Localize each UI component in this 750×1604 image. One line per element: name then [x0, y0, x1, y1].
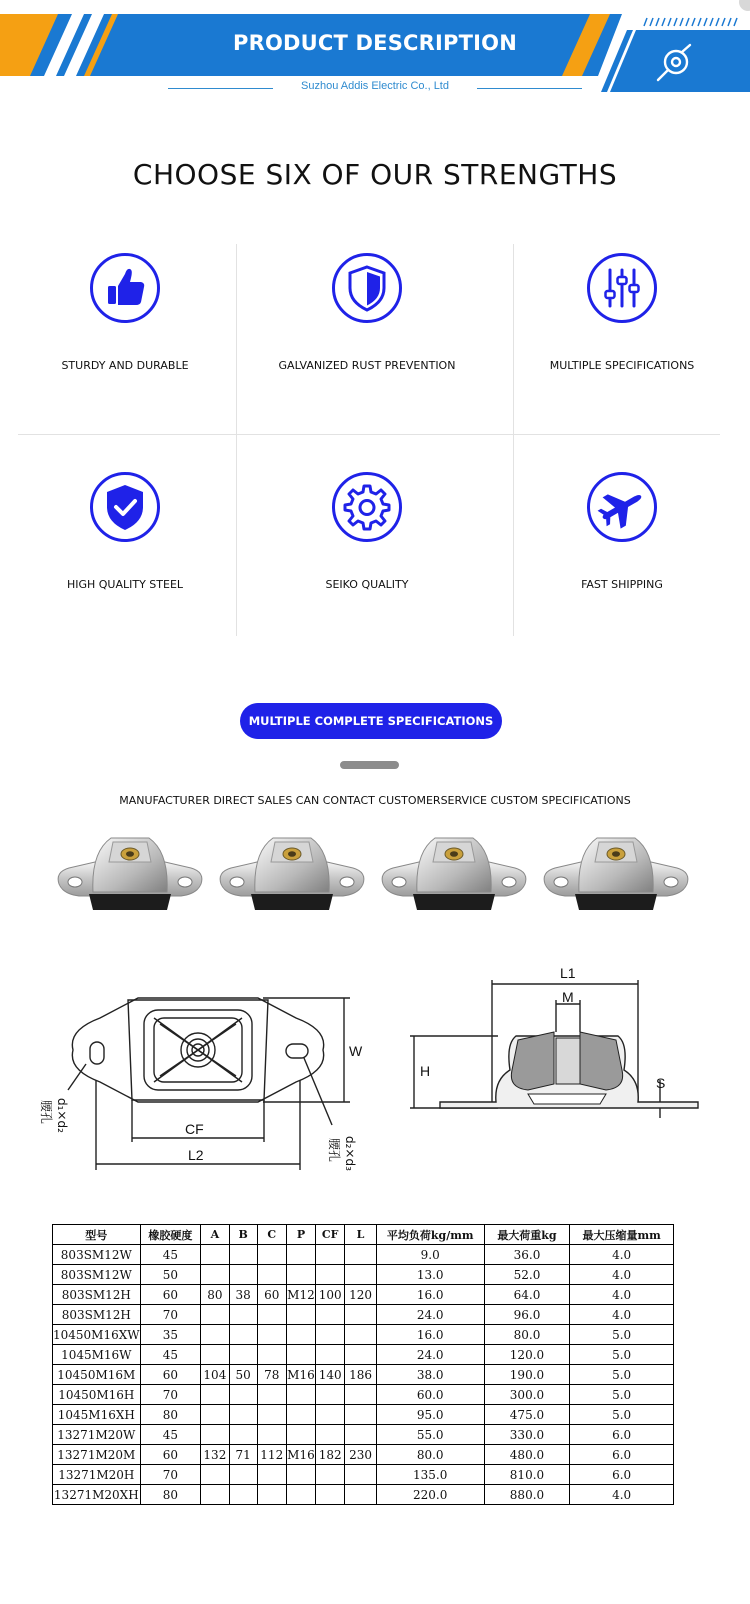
table-cell [201, 1385, 230, 1405]
column-header: 最大荷重kg [484, 1225, 570, 1245]
dimension-label-s: S [656, 1075, 666, 1091]
column-header: CF [315, 1225, 344, 1245]
table-cell: 55.0 [376, 1425, 484, 1445]
feature-label: STURDY AND DURABLE [61, 359, 189, 372]
section-divider [340, 761, 399, 769]
table-cell [229, 1305, 257, 1325]
table-cell: 95.0 [376, 1405, 484, 1425]
tools-icon [652, 40, 696, 84]
table-cell [315, 1245, 344, 1265]
table-cell [286, 1405, 315, 1425]
table-cell: 60 [140, 1285, 201, 1305]
table-cell: 803SM12W [53, 1265, 141, 1285]
table-cell: 5.0 [570, 1385, 674, 1405]
banner-graphic [0, 0, 750, 110]
table-cell: 36.0 [484, 1245, 570, 1265]
specification-table [52, 1224, 674, 1505]
table-cell: 480.0 [484, 1445, 570, 1465]
table-cell: 38.0 [376, 1365, 484, 1385]
table-cell [257, 1385, 286, 1405]
table-cell: 24.0 [376, 1305, 484, 1325]
shield-icon [331, 252, 403, 324]
column-header: L [345, 1225, 376, 1245]
tagline: MANUFACTURER DIRECT SALES CAN CONTACT CUSTOMERSERVICE CUSTOM SPECIFICATIONS [119, 794, 631, 807]
table-cell [201, 1305, 230, 1325]
header-banner [0, 0, 750, 110]
table-cell: M12 [286, 1285, 315, 1305]
table-cell: 9.0 [376, 1245, 484, 1265]
table-cell: 4.0 [570, 1305, 674, 1325]
table-cell: 45 [140, 1345, 201, 1365]
column-header: 平均负荷kg/mm [376, 1225, 484, 1245]
product-images [55, 828, 695, 920]
table-cell [345, 1325, 376, 1345]
table-cell: 45 [140, 1245, 201, 1265]
column-header: 型号 [53, 1225, 141, 1245]
table-cell: 35 [140, 1325, 201, 1345]
hole-type-right: 腰孔 [327, 1138, 341, 1163]
table-cell [201, 1465, 230, 1485]
hole-label-left: d₁×d₂ [55, 1098, 69, 1133]
shield-check-icon [89, 471, 161, 543]
column-header: C [257, 1225, 286, 1245]
table-cell [345, 1405, 376, 1425]
table-cell [286, 1245, 315, 1265]
table-cell [257, 1265, 286, 1285]
table-cell [257, 1425, 286, 1445]
table-cell [229, 1245, 257, 1265]
table-cell [257, 1485, 286, 1505]
table-cell [286, 1385, 315, 1405]
table-cell: 60 [140, 1365, 201, 1385]
table-cell: 6.0 [570, 1465, 674, 1485]
table-cell: 10450M16XW [53, 1325, 141, 1345]
table-cell: 803SM12W [53, 1245, 141, 1265]
table-cell [345, 1385, 376, 1405]
product-image [220, 838, 364, 910]
table-cell [257, 1325, 286, 1345]
table-cell [286, 1305, 315, 1325]
table-cell [345, 1245, 376, 1265]
table-cell: 100 [315, 1285, 344, 1305]
table-cell: 70 [140, 1385, 201, 1405]
grid-divider [18, 434, 720, 435]
table-cell [345, 1345, 376, 1365]
feature-label: HIGH QUALITY STEEL [66, 578, 184, 591]
table-row [53, 1465, 674, 1485]
table-cell: 5.0 [570, 1405, 674, 1425]
table-cell [257, 1245, 286, 1265]
table-cell: 1045M16W [53, 1345, 141, 1365]
hole-type-left: 腰孔 [39, 1100, 53, 1125]
table-row [53, 1265, 674, 1285]
table-cell: 16.0 [376, 1285, 484, 1305]
table-cell: 120 [345, 1285, 376, 1305]
table-cell: 4.0 [570, 1485, 674, 1505]
table-cell: 4.0 [570, 1245, 674, 1265]
table-cell: 810.0 [484, 1465, 570, 1485]
table-cell [286, 1425, 315, 1445]
product-image [382, 838, 526, 910]
table-cell: 803SM12H [53, 1305, 141, 1325]
table-cell: 182 [315, 1445, 344, 1465]
feature-sturdy [5, 252, 245, 372]
feature-seiko-quality [247, 471, 487, 591]
table-cell [315, 1485, 344, 1505]
airplane-icon [586, 471, 658, 543]
feature-multiple-specs [502, 252, 742, 372]
table-cell: 13.0 [376, 1265, 484, 1285]
table-cell: 6.0 [570, 1425, 674, 1445]
column-header: 最大压缩量mm [570, 1225, 674, 1245]
table-cell: 140 [315, 1365, 344, 1385]
sliders-icon [586, 252, 658, 324]
table-cell: 132 [201, 1445, 230, 1465]
table-cell [201, 1425, 230, 1445]
table-cell [345, 1485, 376, 1505]
product-image [58, 838, 202, 910]
table-cell: 13271M20M [53, 1445, 141, 1465]
table-cell: 10450M16H [53, 1385, 141, 1405]
table-cell: 5.0 [570, 1325, 674, 1345]
table-cell: M16 [286, 1365, 315, 1385]
column-header: B [229, 1225, 257, 1245]
table-row [53, 1305, 674, 1325]
table-cell: 60.0 [376, 1385, 484, 1405]
table-cell: 803SM12H [53, 1285, 141, 1305]
table-row [53, 1325, 674, 1345]
table-cell [229, 1345, 257, 1365]
column-header: 橡胶硬度 [140, 1225, 201, 1245]
table-cell [201, 1265, 230, 1285]
banner-divider-right [477, 88, 582, 89]
table-cell [315, 1345, 344, 1365]
dimension-label-h: H [420, 1063, 431, 1079]
table-cell: 71 [229, 1445, 257, 1465]
dimension-label-l1: L1 [560, 965, 576, 981]
hole-label-right: d₂×d₃ [343, 1136, 357, 1171]
table-cell [286, 1325, 315, 1345]
feature-fast-shipping [502, 471, 742, 591]
table-cell [257, 1305, 286, 1325]
table-cell [315, 1465, 344, 1485]
table-cell [345, 1425, 376, 1445]
table-cell: 45 [140, 1425, 201, 1445]
table-row [53, 1405, 674, 1425]
table-cell: 880.0 [484, 1485, 570, 1505]
table-cell: 475.0 [484, 1405, 570, 1425]
table-cell: 52.0 [484, 1265, 570, 1285]
table-cell: 70 [140, 1465, 201, 1485]
table-cell: 38 [229, 1285, 257, 1305]
table-cell [315, 1425, 344, 1445]
dimension-label-m: M [562, 989, 574, 1005]
multiple-specifications-button[interactable]: MULTIPLE COMPLETE SPECIFICATIONS [240, 703, 502, 739]
feature-label: SEIKO QUALITY [325, 578, 409, 591]
table-cell [201, 1245, 230, 1265]
table-cell: 13271M20XH [53, 1485, 141, 1505]
table-cell [229, 1265, 257, 1285]
table-cell [286, 1345, 315, 1365]
table-cell: 135.0 [376, 1465, 484, 1485]
table-cell: 60 [140, 1445, 201, 1465]
table-cell: 112 [257, 1445, 286, 1465]
table-cell [229, 1325, 257, 1345]
table-cell: 300.0 [484, 1385, 570, 1405]
table-cell [286, 1465, 315, 1485]
table-row [53, 1345, 674, 1365]
table-cell [315, 1265, 344, 1285]
table-cell [201, 1485, 230, 1505]
table-cell: 78 [257, 1365, 286, 1385]
table-row [53, 1485, 674, 1505]
feature-label: FAST SHIPPING [581, 578, 663, 591]
table-cell [257, 1405, 286, 1425]
table-cell [315, 1385, 344, 1405]
table-cell [257, 1465, 286, 1485]
table-cell: 190.0 [484, 1365, 570, 1385]
feature-galvanized [247, 252, 487, 372]
table-cell: 80 [140, 1485, 201, 1505]
table-cell [201, 1405, 230, 1425]
table-cell [315, 1405, 344, 1425]
table-cell: 4.0 [570, 1265, 674, 1285]
table-row [53, 1245, 674, 1265]
table-cell [315, 1325, 344, 1345]
table-cell: 5.0 [570, 1345, 674, 1365]
feature-label: MULTIPLE SPECIFICATIONS [549, 359, 695, 372]
column-header: P [286, 1225, 315, 1245]
table-cell: 1045M16XH [53, 1405, 141, 1425]
feature-label: GALVANIZED RUST PREVENTION [278, 359, 456, 372]
table-cell: 104 [201, 1365, 230, 1385]
table-cell [257, 1345, 286, 1365]
dimension-label-l2: L2 [188, 1147, 204, 1163]
table-cell: 50 [140, 1265, 201, 1285]
banner-divider-left [168, 88, 273, 89]
table-row [53, 1385, 674, 1405]
product-image [544, 838, 688, 910]
table-cell: 70 [140, 1305, 201, 1325]
banner-title: PRODUCT DESCRIPTION [233, 31, 517, 55]
thumbs-up-icon [89, 252, 161, 324]
table-cell: 120.0 [484, 1345, 570, 1365]
table-cell: 13271M20W [53, 1425, 141, 1445]
table-cell: 80.0 [376, 1445, 484, 1465]
table-cell [286, 1265, 315, 1285]
table-cell [286, 1485, 315, 1505]
table-cell: M16 [286, 1445, 315, 1465]
table-cell [229, 1385, 257, 1405]
strengths-heading: CHOOSE SIX OF OUR STRENGTHS [132, 158, 618, 191]
technical-drawing [28, 960, 728, 1182]
table-cell: 96.0 [484, 1305, 570, 1325]
table-row [53, 1365, 674, 1385]
table-row [53, 1285, 674, 1305]
table-cell: 330.0 [484, 1425, 570, 1445]
table-cell: 13271M20H [53, 1465, 141, 1485]
table-cell [345, 1305, 376, 1325]
table-header-row [53, 1225, 674, 1245]
table-cell: 80.0 [484, 1325, 570, 1345]
table-cell: 6.0 [570, 1445, 674, 1465]
table-cell [229, 1465, 257, 1485]
table-cell: 186 [345, 1365, 376, 1385]
table-cell: 220.0 [376, 1485, 484, 1505]
dimension-label-cf: CF [185, 1121, 204, 1137]
table-cell: 230 [345, 1445, 376, 1465]
table-cell [229, 1405, 257, 1425]
table-cell [345, 1465, 376, 1485]
table-row [53, 1445, 674, 1465]
dimension-label-w: W [349, 1043, 363, 1059]
table-cell [201, 1345, 230, 1365]
gear-icon [331, 471, 403, 543]
feature-high-quality-steel [5, 471, 245, 591]
table-cell [201, 1325, 230, 1345]
table-cell: 80 [201, 1285, 230, 1305]
table-cell: 24.0 [376, 1345, 484, 1365]
table-cell: 10450M16M [53, 1365, 141, 1385]
table-cell [315, 1305, 344, 1325]
table-cell [229, 1485, 257, 1505]
table-cell [229, 1425, 257, 1445]
table-cell: 50 [229, 1365, 257, 1385]
banner-subtitle: Suzhou Addis Electric Co., Ltd [301, 80, 449, 92]
table-cell: 64.0 [484, 1285, 570, 1305]
table-cell [345, 1265, 376, 1285]
table-cell: 80 [140, 1405, 201, 1425]
table-cell: 5.0 [570, 1365, 674, 1385]
table-row [53, 1425, 674, 1445]
column-header: A [201, 1225, 230, 1245]
table-cell: 4.0 [570, 1285, 674, 1305]
table-cell: 60 [257, 1285, 286, 1305]
table-cell: 16.0 [376, 1325, 484, 1345]
